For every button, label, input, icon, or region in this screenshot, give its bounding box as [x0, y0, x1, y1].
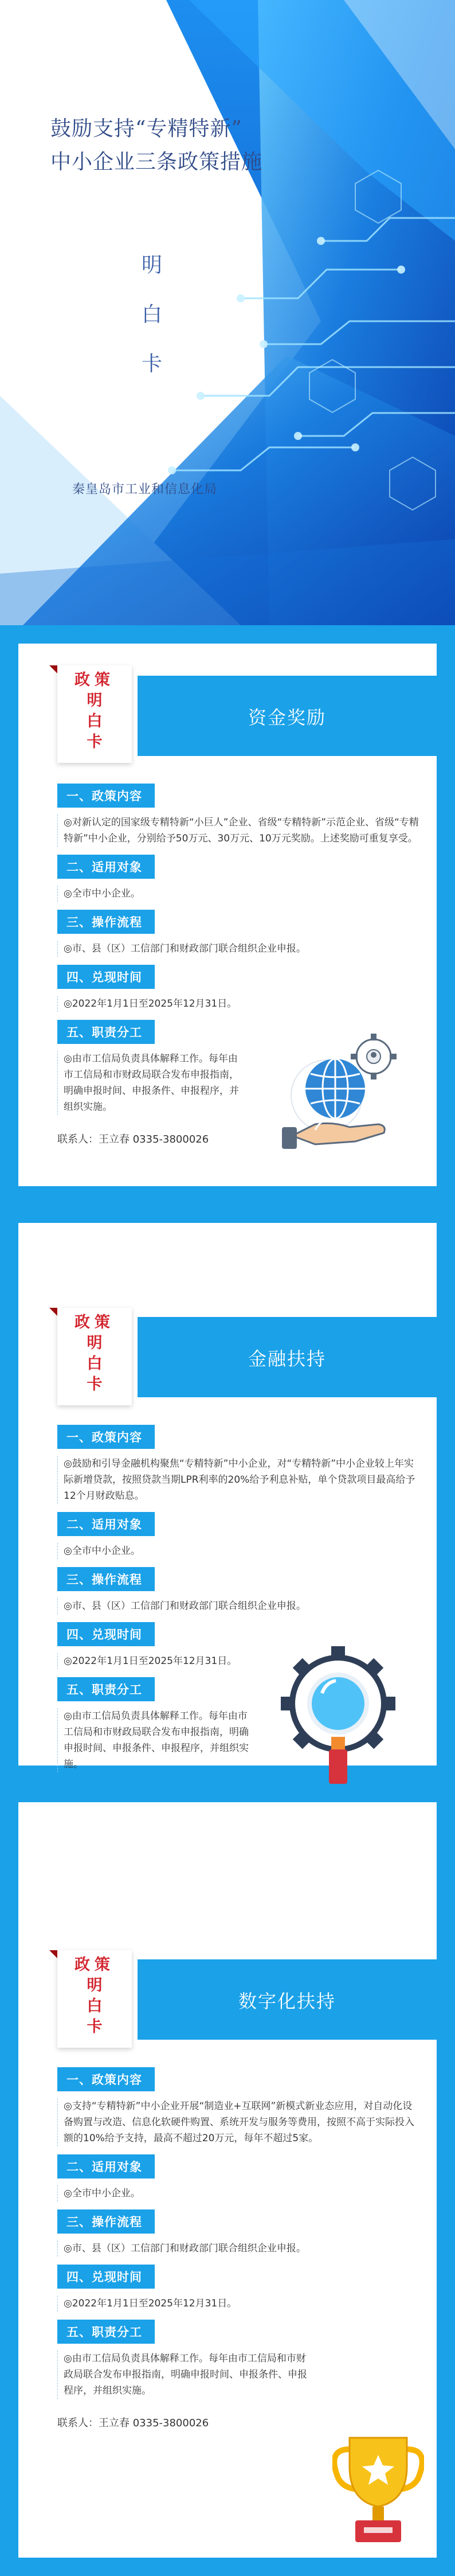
item-label: 四、兑现时间 [57, 2265, 155, 2289]
item-label: 一、政策内容 [57, 2067, 155, 2091]
item-label: 五、职责分工 [57, 2320, 155, 2344]
tag-text: 明 [87, 1334, 103, 1352]
globe-gear-hand-icon [281, 1021, 413, 1153]
gear-magnifier-icon [269, 1646, 407, 1784]
item-label: 三、操作流程 [57, 910, 155, 934]
tag-text: 政策 [74, 671, 115, 689]
item-body: ◎市、县（区）工信部门和财政部门联合组织企业申报。 [57, 1598, 421, 1614]
item-body: ◎对新认定的国家级专精特新“小巨人”企业、省级“专精特新”示范企业、省级“专精特新”中小企业，分别给予50万元、30万元、10万元奖励。上述奖励可重复享受。 [57, 815, 421, 847]
tag-text: 明 [87, 1977, 103, 1994]
policy-item [57, 2067, 421, 2146]
cover-vertical-heading [138, 241, 166, 389]
policy-tag [57, 1950, 132, 2048]
cover-background-graphic [0, 0, 455, 625]
item-label: 二、适用对象 [57, 855, 155, 879]
section-title: 金融扶持 [248, 1348, 326, 1370]
item-label: 二、适用对象 [57, 2154, 155, 2179]
item-body: ◎全市中小企业。 [57, 886, 421, 902]
tag-text: 明 [87, 692, 103, 710]
policy-item [57, 855, 421, 902]
policy-item [57, 1567, 421, 1614]
item-label: 五、职责分工 [57, 1020, 155, 1044]
section-finance-support [0, 1205, 455, 1784]
item-body: ◎鼓励和引导金融机构聚焦“专精特新”中小企业，对“专精特新”中小企业较上年实际新增贷款，按照贷款当期LPR利率的20%给予利息补贴，单个贷款项目最高给予12个月财政贴息。 [57, 1456, 421, 1504]
policy-item [57, 1512, 421, 1559]
policy-item [57, 2320, 309, 2399]
contact-info: 联系人：王立春 0335-3800026 [57, 2417, 209, 2429]
policy-item [57, 965, 421, 1012]
item-body: ◎由市工信局负责具体解释工作。每年由市工信局和市财政局联合发布申报指南，明确申报时间、申报条件、申报程序，并组织实施。 [57, 1051, 246, 1115]
item-body: ◎市、县（区）工信部门和财政部门联合组织企业申报。 [57, 2240, 421, 2257]
item-body: ◎全市中小企业。 [57, 1543, 421, 1559]
cover-title-line-2: 中小企业三条政策措施 [50, 150, 263, 174]
cover-organization: 秦皇岛市工业和信息化局 [72, 482, 218, 497]
item-label: 一、政策内容 [57, 784, 155, 808]
cover-vertical-char: 白 [141, 303, 162, 326]
policy-item [57, 2154, 421, 2201]
policy-item [57, 784, 421, 847]
policy-item [57, 1425, 421, 1504]
cover-vertical-char: 明 [141, 254, 162, 277]
cover-title [50, 112, 262, 179]
item-label: 二、适用对象 [57, 1512, 155, 1536]
policy-item [57, 1020, 246, 1115]
item-label: 一、政策内容 [57, 1425, 155, 1449]
section-fund-reward [0, 625, 455, 1205]
item-body: ◎全市中小企业。 [57, 2185, 421, 2201]
item-label: 五、职责分工 [57, 1677, 155, 1701]
policy-item [57, 2209, 421, 2257]
section-title: 数字化扶持 [238, 1990, 336, 2012]
item-body: ◎由市工信局负责具体解释工作。每年由市工信局和市财政局联合发布申报指南，明确申报时间、申报条件、申报程序，并组织实施。 [57, 2351, 309, 2399]
tag-text: 卡 [87, 2018, 103, 2036]
item-label: 三、操作流程 [57, 1567, 155, 1591]
cover-title-line-1: 鼓励支持“专精特新” [50, 117, 242, 141]
item-body: ◎2022年1月1日至2025年12月31日。 [57, 1653, 421, 1669]
item-body: ◎市、县（区）工信部门和财政部门联合组织企业申报。 [57, 941, 421, 957]
section-banner [138, 1959, 437, 2040]
cover [0, 0, 455, 625]
trophy-icon [332, 2432, 424, 2547]
tag-text: 政策 [74, 1314, 115, 1331]
policy-tag [57, 665, 132, 763]
section-digital-support [0, 1784, 455, 2576]
item-label: 三、操作流程 [57, 2209, 155, 2234]
tag-text: 卡 [87, 1375, 103, 1393]
policy-item [57, 2265, 421, 2312]
section-banner [138, 676, 437, 756]
policy-item [57, 1677, 252, 1772]
tag-text: 白 [87, 712, 103, 730]
item-label: 四、兑现时间 [57, 965, 155, 989]
item-body: ◎2022年1月1日至2025年12月31日。 [57, 996, 421, 1012]
item-body: ◎由市工信局负责具体解释工作。每年由市工信局和市财政局联合发布申报指南，明确申报时间、申报条件、申报程序，并组织实施。 [57, 1708, 252, 1772]
tag-text: 政策 [74, 1956, 115, 1974]
tag-text: 白 [87, 1997, 103, 2015]
item-body: ◎支持“专精特新”中小企业开展“制造业+互联网”新模式新业态应用，对自动化设备购置与改造、信息化软硬件购置、系统开发与服务等费用，按照不高于实际投入额的10%给予支持，最高不超过20万元，每年不超过5家。 [57, 2098, 421, 2146]
cover-vertical-char: 卡 [141, 352, 162, 376]
item-label: 四、兑现时间 [57, 1622, 155, 1646]
section-content [57, 2067, 421, 2430]
section-banner [138, 1317, 437, 1397]
contact-info: 联系人：王立春 0335-3800026 [57, 1133, 209, 1145]
tag-text: 卡 [87, 733, 103, 751]
section-title: 资金奖励 [248, 707, 326, 728]
policy-tag [57, 1308, 132, 1405]
item-body: ◎2022年1月1日至2025年12月31日。 [57, 2296, 421, 2312]
tag-text: 白 [87, 1355, 103, 1373]
policy-item [57, 910, 421, 957]
